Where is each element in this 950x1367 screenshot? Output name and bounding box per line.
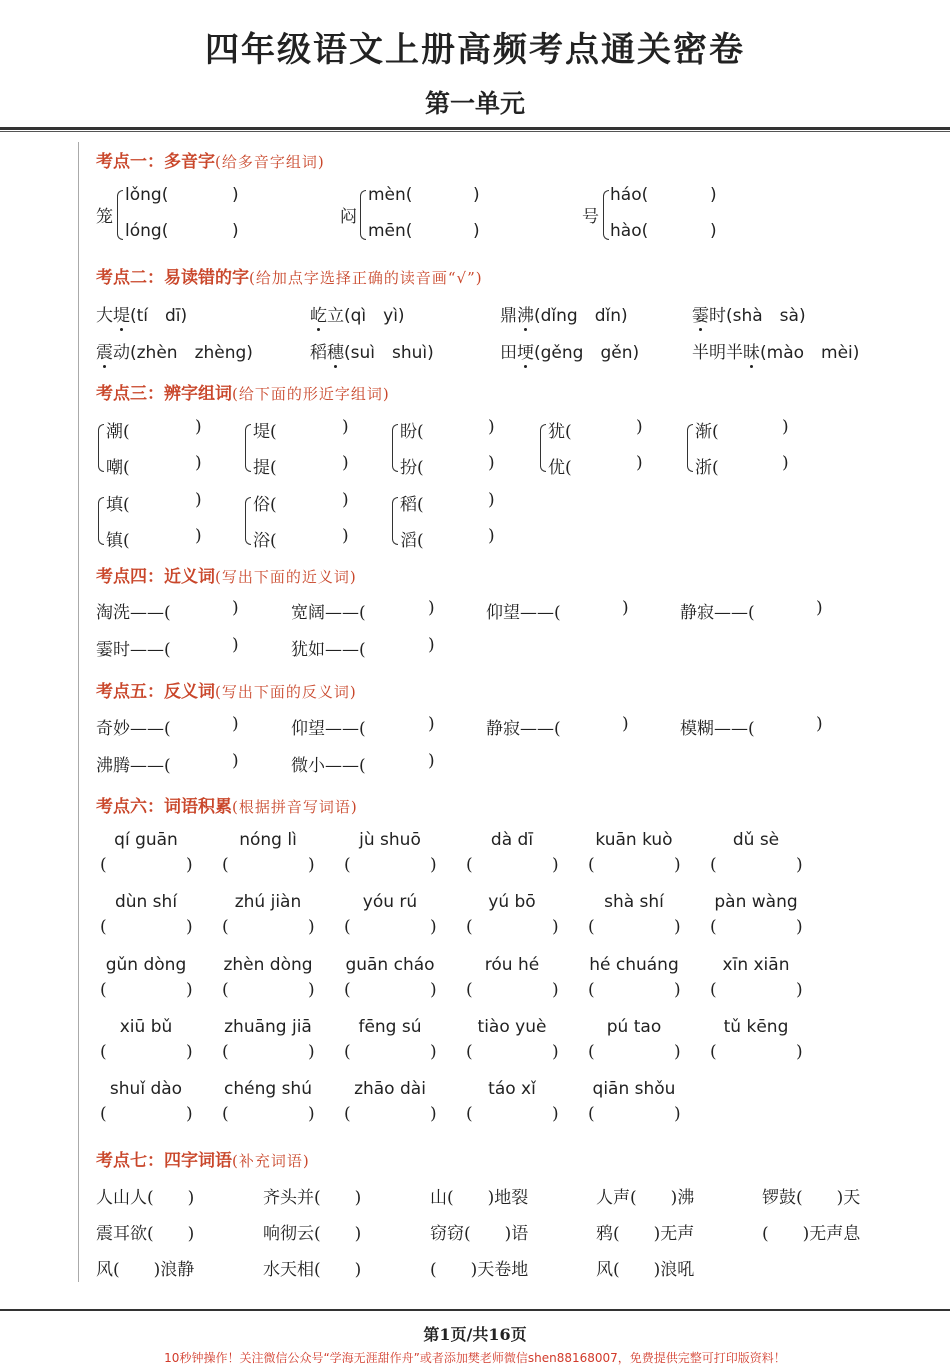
pinyin-prompt: dǔ sè (732, 830, 780, 850)
char-pair-a: 犹( (548, 422, 572, 442)
close-paren: ) (195, 526, 202, 546)
pinyin-prompt: nóng lì (239, 830, 297, 850)
close-paren: ) (428, 635, 435, 655)
char-pair-b: 提( (253, 458, 277, 478)
answer-close-paren: ) (796, 980, 803, 1000)
section-5-heading: 考点五：反义词(写出下面的反义词) (96, 682, 357, 702)
pinyin-prompt: táo xǐ (488, 1079, 536, 1099)
pinyin-prompt: dà dī (490, 830, 534, 850)
pinyin-prompt: zhèn dòng (223, 955, 313, 975)
answer-open-paren: ( (222, 1042, 229, 1062)
section-4-heading: 考点四：近义词(写出下面的近义词) (96, 567, 357, 587)
synonym-item: 淘洗——( (96, 603, 171, 623)
close-paren: ) (195, 417, 202, 437)
idiom-item: 人山人( ) (96, 1188, 195, 1208)
answer-open-paren: ( (222, 1104, 229, 1124)
close-paren: ) (488, 526, 495, 546)
idiom-item: 响彻云( ) (263, 1224, 362, 1244)
answer-open-paren: ( (466, 1042, 473, 1062)
answer-open-paren: ( (466, 855, 473, 875)
footer-rule (0, 1309, 950, 1311)
answer-close-paren: ) (674, 855, 681, 875)
brace (98, 497, 104, 545)
brace (392, 497, 398, 545)
answer-open-paren: ( (466, 917, 473, 937)
close-paren: ) (195, 453, 202, 473)
char-pair-b: 镇( (106, 531, 130, 551)
answer-close-paren: ) (674, 1042, 681, 1062)
brace (245, 424, 251, 472)
pinyin-a: lǒng( (125, 185, 169, 205)
synonym-item: 宽阔——( (291, 603, 366, 623)
close-paren: ) (710, 221, 717, 241)
polyphone-char: 闷 (340, 207, 357, 227)
margin-line (78, 142, 79, 1282)
answer-close-paren: ) (308, 917, 315, 937)
header-rule-thin (0, 131, 950, 132)
answer-close-paren: ) (308, 980, 315, 1000)
answer-close-paren: ) (552, 917, 559, 937)
answer-open-paren: ( (344, 855, 351, 875)
answer-open-paren: ( (100, 980, 107, 1000)
answer-open-paren: ( (100, 1104, 107, 1124)
pinyin-prompt: yóu rú (362, 892, 418, 912)
reading-item: 稻穗(suì shuì) (310, 343, 434, 363)
section-7-heading: 考点七：四字词语(补充词语) (96, 1151, 310, 1171)
idiom-item: 风( )浪吼 (596, 1260, 695, 1280)
pinyin-prompt: zhú jiàn (234, 892, 302, 912)
answer-open-paren: ( (466, 1104, 473, 1124)
reading-item: 震动(zhèn zhèng) (96, 343, 253, 363)
answer-close-paren: ) (186, 1104, 193, 1124)
pinyin-b: mēn( (368, 221, 413, 241)
close-paren: ) (342, 526, 349, 546)
pinyin-prompt: guān cháo (345, 955, 435, 975)
answer-close-paren: ) (552, 980, 559, 1000)
close-paren: ) (473, 185, 480, 205)
close-paren: ) (232, 185, 239, 205)
section-1-heading: 考点一：多音字(给多音字组词) (96, 152, 325, 172)
char-pair-a: 俗( (253, 495, 277, 515)
pinyin-b: hào( (610, 221, 649, 241)
pinyin-prompt: shà shí (604, 892, 664, 912)
char-pair-b: 浙( (695, 458, 719, 478)
close-paren: ) (622, 714, 629, 734)
synonym-item: 静寂——( (680, 603, 755, 623)
answer-open-paren: ( (710, 917, 717, 937)
close-paren: ) (232, 635, 239, 655)
pinyin-prompt: róu hé (484, 955, 540, 975)
antonym-item: 模糊——( (680, 719, 755, 739)
answer-open-paren: ( (710, 980, 717, 1000)
answer-open-paren: ( (100, 855, 107, 875)
close-paren: ) (232, 221, 239, 241)
close-paren: ) (342, 417, 349, 437)
close-paren: ) (816, 598, 823, 618)
pinyin-a: mèn( (368, 185, 413, 205)
idiom-item: 震耳欲( ) (96, 1224, 195, 1244)
pinyin-b: lóng( (125, 221, 169, 241)
answer-close-paren: ) (430, 917, 437, 937)
brace (245, 497, 251, 545)
unit-title: 第一单元 (424, 89, 525, 118)
answer-close-paren: ) (186, 917, 193, 937)
pinyin-prompt: pàn wàng (714, 892, 798, 912)
promo-text: 10秒钟操作！关注微信公众号“学海无涯甜作舟”或者添加樊老师微信shen88168007，免费提供完整可打印版资料！ (164, 1351, 786, 1365)
brace (540, 424, 546, 472)
answer-open-paren: ( (710, 1042, 717, 1062)
idiom-item: 水天相( ) (263, 1260, 362, 1280)
idiom-item: 风( )浪静 (96, 1260, 195, 1280)
answer-open-paren: ( (588, 980, 595, 1000)
close-paren: ) (488, 490, 495, 510)
idiom-item: 窃窃( )语 (430, 1224, 529, 1244)
pinyin-prompt: qí guān (114, 830, 178, 850)
reading-item: 鼎沸(dǐng dǐn) (500, 306, 628, 326)
close-paren: ) (428, 751, 435, 771)
brace (687, 424, 693, 472)
char-pair-b: 扮( (400, 458, 424, 478)
answer-close-paren: ) (552, 1104, 559, 1124)
answer-close-paren: ) (552, 1042, 559, 1062)
brace (117, 190, 123, 240)
answer-open-paren: ( (710, 855, 717, 875)
antonym-item: 静寂——( (486, 719, 561, 739)
brace (392, 424, 398, 472)
answer-close-paren: ) (674, 1104, 681, 1124)
pinyin-prompt: fēng sú (358, 1017, 422, 1037)
close-paren: ) (710, 185, 717, 205)
page-number: 第1页/共16页 (423, 1325, 527, 1344)
polyphone-char: 号 (582, 207, 599, 227)
char-pair-a: 潮( (106, 422, 130, 442)
char-pair-a: 填( (106, 495, 130, 515)
pinyin-prompt: xīn xiān (722, 955, 790, 975)
char-pair-b: 嘲( (106, 458, 130, 478)
char-pair-a: 渐( (695, 422, 719, 442)
close-paren: ) (342, 453, 349, 473)
answer-close-paren: ) (796, 917, 803, 937)
close-paren: ) (342, 490, 349, 510)
pinyin-prompt: yú bō (488, 892, 536, 912)
pinyin-prompt: dùn shí (114, 892, 178, 912)
answer-close-paren: ) (308, 855, 315, 875)
close-paren: ) (428, 714, 435, 734)
close-paren: ) (636, 453, 643, 473)
close-paren: ) (195, 490, 202, 510)
answer-close-paren: ) (674, 917, 681, 937)
section-6-heading: 考点六：词语积累(根据拼音写词语) (96, 797, 358, 817)
reading-item: 大堤(tí dī) (96, 306, 188, 326)
answer-close-paren: ) (186, 1042, 193, 1062)
polyphone-char: 笼 (96, 207, 113, 227)
antonym-item: 微小——( (291, 756, 366, 776)
answer-open-paren: ( (100, 1042, 107, 1062)
synonym-item: 犹如——( (291, 640, 366, 660)
pinyin-a: háo( (610, 185, 649, 205)
char-pair-b: 滔( (400, 531, 424, 551)
section-2-heading: 考点二：易读错的字(给加点字选择正确的读音画“√”) (96, 268, 483, 288)
answer-close-paren: ) (430, 855, 437, 875)
answer-close-paren: ) (796, 855, 803, 875)
close-paren: ) (232, 714, 239, 734)
answer-close-paren: ) (308, 1104, 315, 1124)
reading-item: 霎时(shà sà) (692, 306, 806, 326)
pinyin-prompt: tiào yuè (477, 1017, 547, 1037)
answer-close-paren: ) (674, 980, 681, 1000)
reading-item: 屹立(qì yì) (310, 306, 405, 326)
reading-item: 半明半昧(mào mèi) (692, 343, 860, 363)
close-paren: ) (488, 417, 495, 437)
char-pair-b: 优( (548, 458, 572, 478)
answer-open-paren: ( (344, 980, 351, 1000)
page-title: 四年级语文上册高频考点通关密卷 (205, 30, 745, 70)
close-paren: ) (782, 417, 789, 437)
antonym-item: 奇妙——( (96, 719, 171, 739)
answer-open-paren: ( (222, 917, 229, 937)
idiom-item: ( )天卷地 (430, 1260, 529, 1280)
answer-close-paren: ) (430, 980, 437, 1000)
char-pair-a: 堤( (253, 422, 277, 442)
pinyin-prompt: zhāo dài (354, 1079, 426, 1099)
answer-open-paren: ( (344, 1104, 351, 1124)
antonym-item: 沸腾——( (96, 756, 171, 776)
answer-open-paren: ( (466, 980, 473, 1000)
close-paren: ) (428, 598, 435, 618)
close-paren: ) (636, 417, 643, 437)
answer-open-paren: ( (588, 1042, 595, 1062)
brace (360, 190, 366, 240)
char-pair-a: 稻( (400, 495, 424, 515)
pinyin-prompt: tǔ kēng (723, 1017, 789, 1037)
synonym-item: 霎时——( (96, 640, 171, 660)
pinyin-prompt: zhuāng jiā (224, 1017, 312, 1037)
answer-close-paren: ) (552, 855, 559, 875)
char-pair-b: 浴( (253, 531, 277, 551)
antonym-item: 仰望——( (291, 719, 366, 739)
answer-close-paren: ) (430, 1042, 437, 1062)
answer-close-paren: ) (308, 1042, 315, 1062)
answer-close-paren: ) (186, 980, 193, 1000)
close-paren: ) (232, 598, 239, 618)
idiom-item: 山( )地裂 (430, 1188, 529, 1208)
idiom-item: 人声( )沸 (596, 1188, 695, 1208)
answer-open-paren: ( (588, 1104, 595, 1124)
idiom-item: 锣鼓( )天 (762, 1188, 861, 1208)
pinyin-prompt: chéng shú (224, 1079, 312, 1099)
answer-open-paren: ( (588, 917, 595, 937)
pinyin-prompt: jù shuō (359, 830, 421, 850)
answer-close-paren: ) (430, 1104, 437, 1124)
close-paren: ) (622, 598, 629, 618)
answer-open-paren: ( (344, 1042, 351, 1062)
answer-open-paren: ( (588, 855, 595, 875)
synonym-item: 仰望——( (486, 603, 561, 623)
header-rule (0, 127, 950, 130)
pinyin-prompt: xiū bǔ (119, 1017, 173, 1037)
brace (98, 424, 104, 472)
idiom-item: 齐头并( ) (263, 1188, 362, 1208)
pinyin-prompt: hé chuáng (589, 955, 679, 975)
close-paren: ) (782, 453, 789, 473)
pinyin-prompt: pú tao (606, 1017, 662, 1037)
pinyin-prompt: shuǐ dào (109, 1079, 183, 1099)
answer-close-paren: ) (796, 1042, 803, 1062)
answer-open-paren: ( (344, 917, 351, 937)
close-paren: ) (232, 751, 239, 771)
section-3-heading: 考点三：辨字组词(给下面的形近字组词) (96, 384, 390, 404)
brace (603, 190, 609, 240)
answer-close-paren: ) (186, 855, 193, 875)
idiom-item: 鸦( )无声 (596, 1224, 695, 1244)
answer-open-paren: ( (222, 855, 229, 875)
close-paren: ) (473, 221, 480, 241)
pinyin-prompt: qiān shǒu (592, 1079, 676, 1099)
pinyin-prompt: gǔn dòng (105, 955, 187, 975)
char-pair-a: 盼( (400, 422, 424, 442)
answer-open-paren: ( (222, 980, 229, 1000)
close-paren: ) (816, 714, 823, 734)
answer-open-paren: ( (100, 917, 107, 937)
reading-item: 田埂(gěng gěn) (500, 343, 640, 363)
pinyin-prompt: kuān kuò (595, 830, 673, 850)
close-paren: ) (488, 453, 495, 473)
idiom-item: ( )无声息 (762, 1224, 861, 1244)
